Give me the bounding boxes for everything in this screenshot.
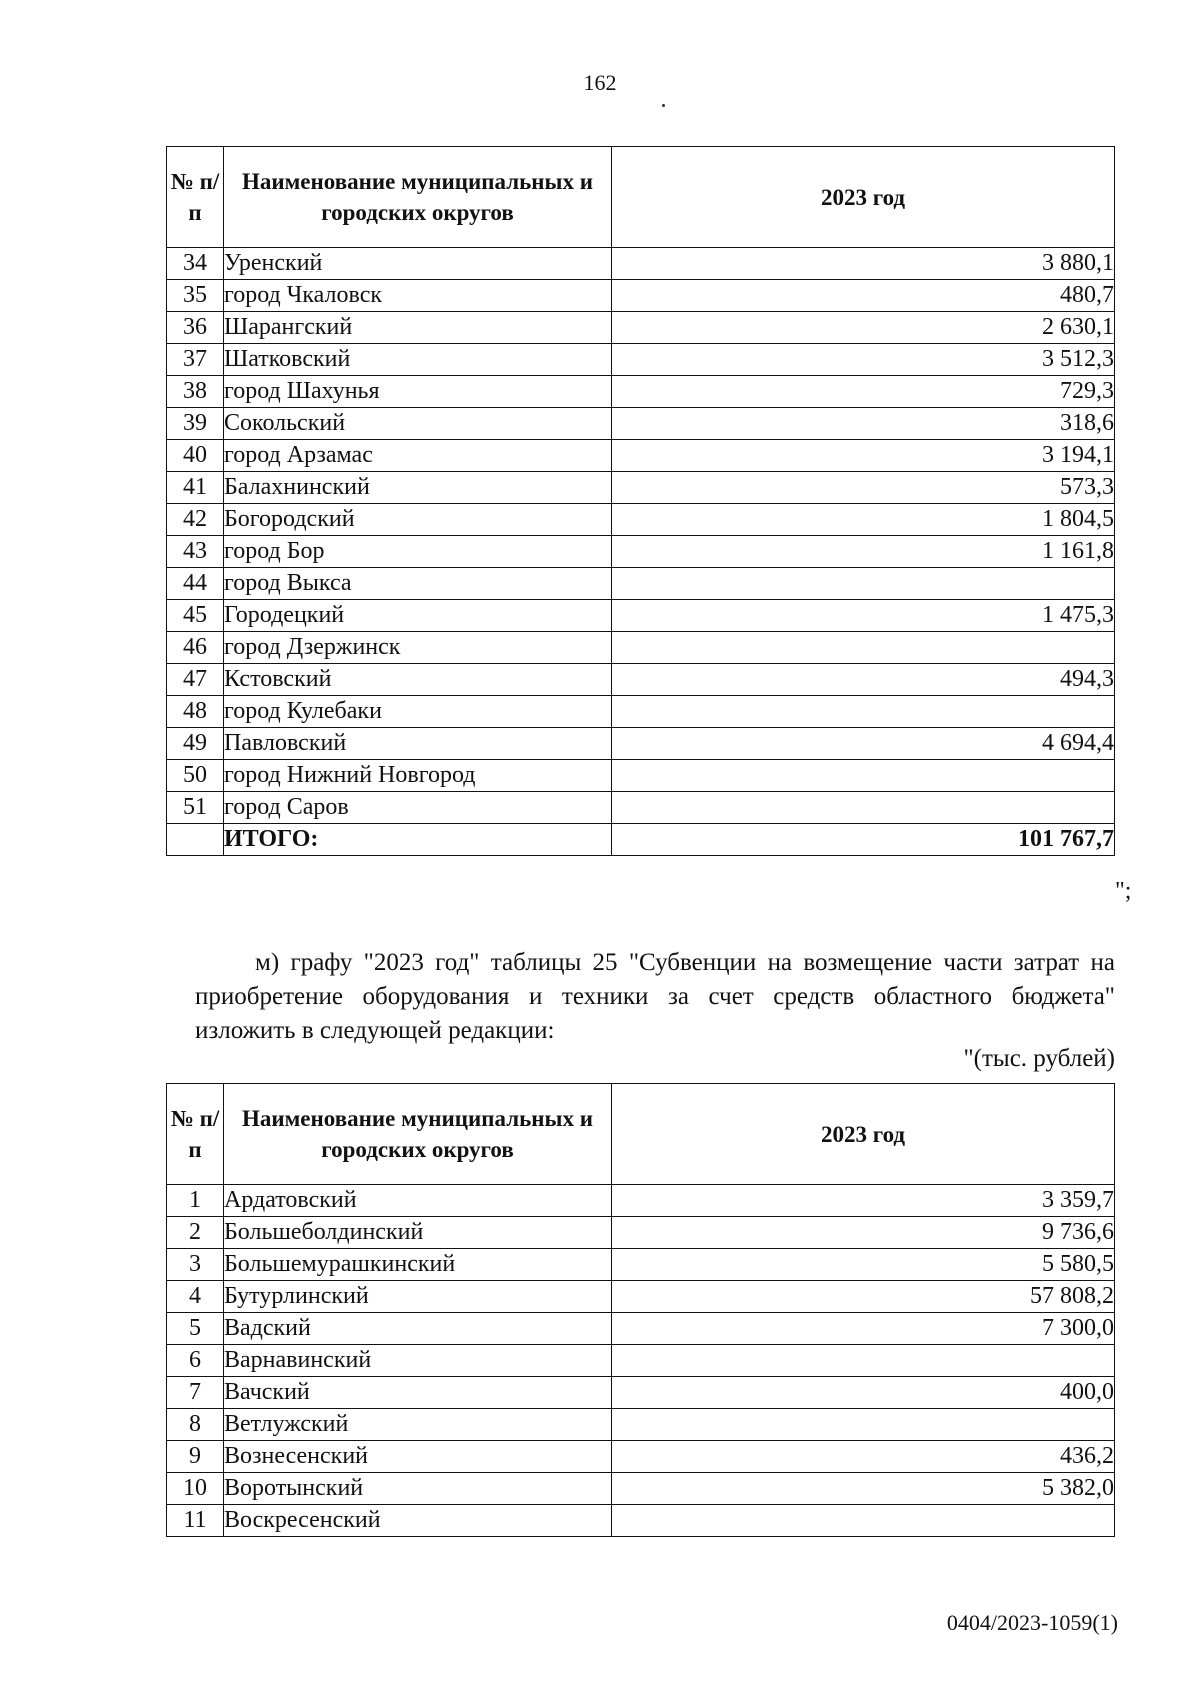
row-value: 3 359,7 [612, 1185, 1115, 1217]
table-row [167, 344, 1115, 376]
row-number: 36 [167, 312, 224, 344]
row-name: город Выкса [224, 568, 612, 600]
units-label: "(тыс. рублей) [963, 1045, 1115, 1072]
row-number: 7 [167, 1377, 224, 1409]
amendment-paragraph: м) графу "2023 год" таблицы 25 "Субвенции на возмещение части затрат на приобретение оборудования и техники за счет средств областного бюджета" изложить в следующей редакции: [195, 949, 1115, 1044]
table-row [167, 280, 1115, 312]
row-value [612, 1345, 1115, 1377]
row-name: Варнавинский [224, 1345, 612, 1377]
table-row [167, 728, 1115, 760]
row-number: 35 [167, 280, 224, 312]
row-name: Воскресенский [224, 1505, 612, 1537]
table-row [167, 440, 1115, 472]
row-name: Павловский [224, 728, 612, 760]
row-number: 39 [167, 408, 224, 440]
row-name: Городецкий [224, 600, 612, 632]
row-name: город Арзамас [224, 440, 612, 472]
row-number: 40 [167, 440, 224, 472]
row-number: 50 [167, 760, 224, 792]
table-closing-quote: "; [1115, 878, 1132, 904]
row-number: 48 [167, 696, 224, 728]
row-number: 1 [167, 1185, 224, 1217]
row-name: город Чкаловск [224, 280, 612, 312]
table-row [167, 1441, 1115, 1473]
row-name: Кстовский [224, 664, 612, 696]
row-value: 9 736,6 [612, 1217, 1115, 1249]
row-name: Большемурашкинский [224, 1249, 612, 1281]
row-value: 5 382,0 [612, 1473, 1115, 1505]
row-number: 3 [167, 1249, 224, 1281]
table-row [167, 760, 1115, 792]
row-name: город Дзержинск [224, 632, 612, 664]
table-row [167, 568, 1115, 600]
row-value: 5 580,5 [612, 1249, 1115, 1281]
row-number: 43 [167, 536, 224, 568]
table-row [167, 536, 1115, 568]
row-name: Вачский [224, 1377, 612, 1409]
total-value: 101 767,7 [612, 824, 1115, 856]
row-name: город Кулебаки [224, 696, 612, 728]
row-name: Вадский [224, 1313, 612, 1345]
table-row [167, 1409, 1115, 1441]
table-row [167, 376, 1115, 408]
row-value [612, 696, 1115, 728]
row-number: 45 [167, 600, 224, 632]
row-number: 2 [167, 1217, 224, 1249]
table-row [167, 696, 1115, 728]
row-number: 42 [167, 504, 224, 536]
page-mark-dot [662, 104, 665, 107]
table-row [167, 1281, 1115, 1313]
row-name: Вознесенский [224, 1441, 612, 1473]
row-name: город Нижний Новгород [224, 760, 612, 792]
header-num: № п/п [167, 147, 224, 248]
table-row [167, 1505, 1115, 1537]
row-name: Ардатовский [224, 1185, 612, 1217]
row-value: 494,3 [612, 664, 1115, 696]
row-number: 49 [167, 728, 224, 760]
row-value: 573,3 [612, 472, 1115, 504]
row-number: 44 [167, 568, 224, 600]
row-value: 1 161,8 [612, 536, 1115, 568]
row-name: Ветлужский [224, 1409, 612, 1441]
row-value [612, 1505, 1115, 1537]
table-row [167, 248, 1115, 280]
row-number: 41 [167, 472, 224, 504]
row-number: 10 [167, 1473, 224, 1505]
allocation-table-1 [166, 146, 1115, 856]
table-row [167, 1249, 1115, 1281]
total-num-cell [167, 824, 224, 856]
header-name: Наименование муниципальных и городских округов [224, 147, 612, 248]
row-name: Воротынский [224, 1473, 612, 1505]
row-value [612, 1409, 1115, 1441]
row-value [612, 760, 1115, 792]
row-value: 3 512,3 [612, 344, 1115, 376]
table-row [167, 1345, 1115, 1377]
row-name: город Саров [224, 792, 612, 824]
row-value: 1 475,3 [612, 600, 1115, 632]
header-value: 2023 год [612, 147, 1115, 248]
row-number: 46 [167, 632, 224, 664]
row-value: 4 694,4 [612, 728, 1115, 760]
total-label: ИТОГО: [224, 824, 612, 856]
row-name: Шарангский [224, 312, 612, 344]
row-value: 400,0 [612, 1377, 1115, 1409]
row-value [612, 568, 1115, 600]
row-value: 57 808,2 [612, 1281, 1115, 1313]
header-value: 2023 год [612, 1084, 1115, 1185]
table-row [167, 1217, 1115, 1249]
table-row [167, 1313, 1115, 1345]
row-name: Сокольский [224, 408, 612, 440]
row-number: 37 [167, 344, 224, 376]
row-number: 5 [167, 1313, 224, 1345]
row-value: 436,2 [612, 1441, 1115, 1473]
table-row [167, 472, 1115, 504]
row-number: 4 [167, 1281, 224, 1313]
row-value: 729,3 [612, 376, 1115, 408]
row-value: 318,6 [612, 408, 1115, 440]
table-body [167, 248, 1115, 856]
total-row [167, 824, 1115, 856]
row-value: 2 630,1 [612, 312, 1115, 344]
header-num: № п/п [167, 1084, 224, 1185]
row-name: Балахнинский [224, 472, 612, 504]
table-body [167, 1185, 1115, 1537]
table-row [167, 1185, 1115, 1217]
row-name: город Бор [224, 536, 612, 568]
document-code: 0404/2023-1059(1) [946, 1610, 1118, 1635]
table-header-row [167, 1084, 1115, 1185]
header-name: Наименование муниципальных и городских округов [224, 1084, 612, 1185]
row-value: 3 194,1 [612, 440, 1115, 472]
table-row [167, 792, 1115, 824]
row-number: 38 [167, 376, 224, 408]
row-number: 34 [167, 248, 224, 280]
row-name: Уренский [224, 248, 612, 280]
row-value: 480,7 [612, 280, 1115, 312]
row-value [612, 792, 1115, 824]
row-name: Большеболдинский [224, 1217, 612, 1249]
row-number: 51 [167, 792, 224, 824]
table-row [167, 664, 1115, 696]
row-name: город Шахунья [224, 376, 612, 408]
row-value [612, 632, 1115, 664]
table-row [167, 408, 1115, 440]
table-row [167, 1473, 1115, 1505]
row-number: 9 [167, 1441, 224, 1473]
row-number: 6 [167, 1345, 224, 1377]
row-name: Бутурлинский [224, 1281, 612, 1313]
table-row [167, 312, 1115, 344]
table-row [167, 1377, 1115, 1409]
row-number: 11 [167, 1505, 224, 1537]
table-row [167, 504, 1115, 536]
table-row [167, 632, 1115, 664]
row-value: 1 804,5 [612, 504, 1115, 536]
row-number: 47 [167, 664, 224, 696]
row-number: 8 [167, 1409, 224, 1441]
row-value: 7 300,0 [612, 1313, 1115, 1345]
page-number: 162 [583, 70, 617, 95]
table-header-row [167, 147, 1115, 248]
table-row [167, 600, 1115, 632]
allocation-table-2 [166, 1083, 1115, 1537]
row-name: Богородский [224, 504, 612, 536]
row-name: Шатковский [224, 344, 612, 376]
row-value: 3 880,1 [612, 248, 1115, 280]
